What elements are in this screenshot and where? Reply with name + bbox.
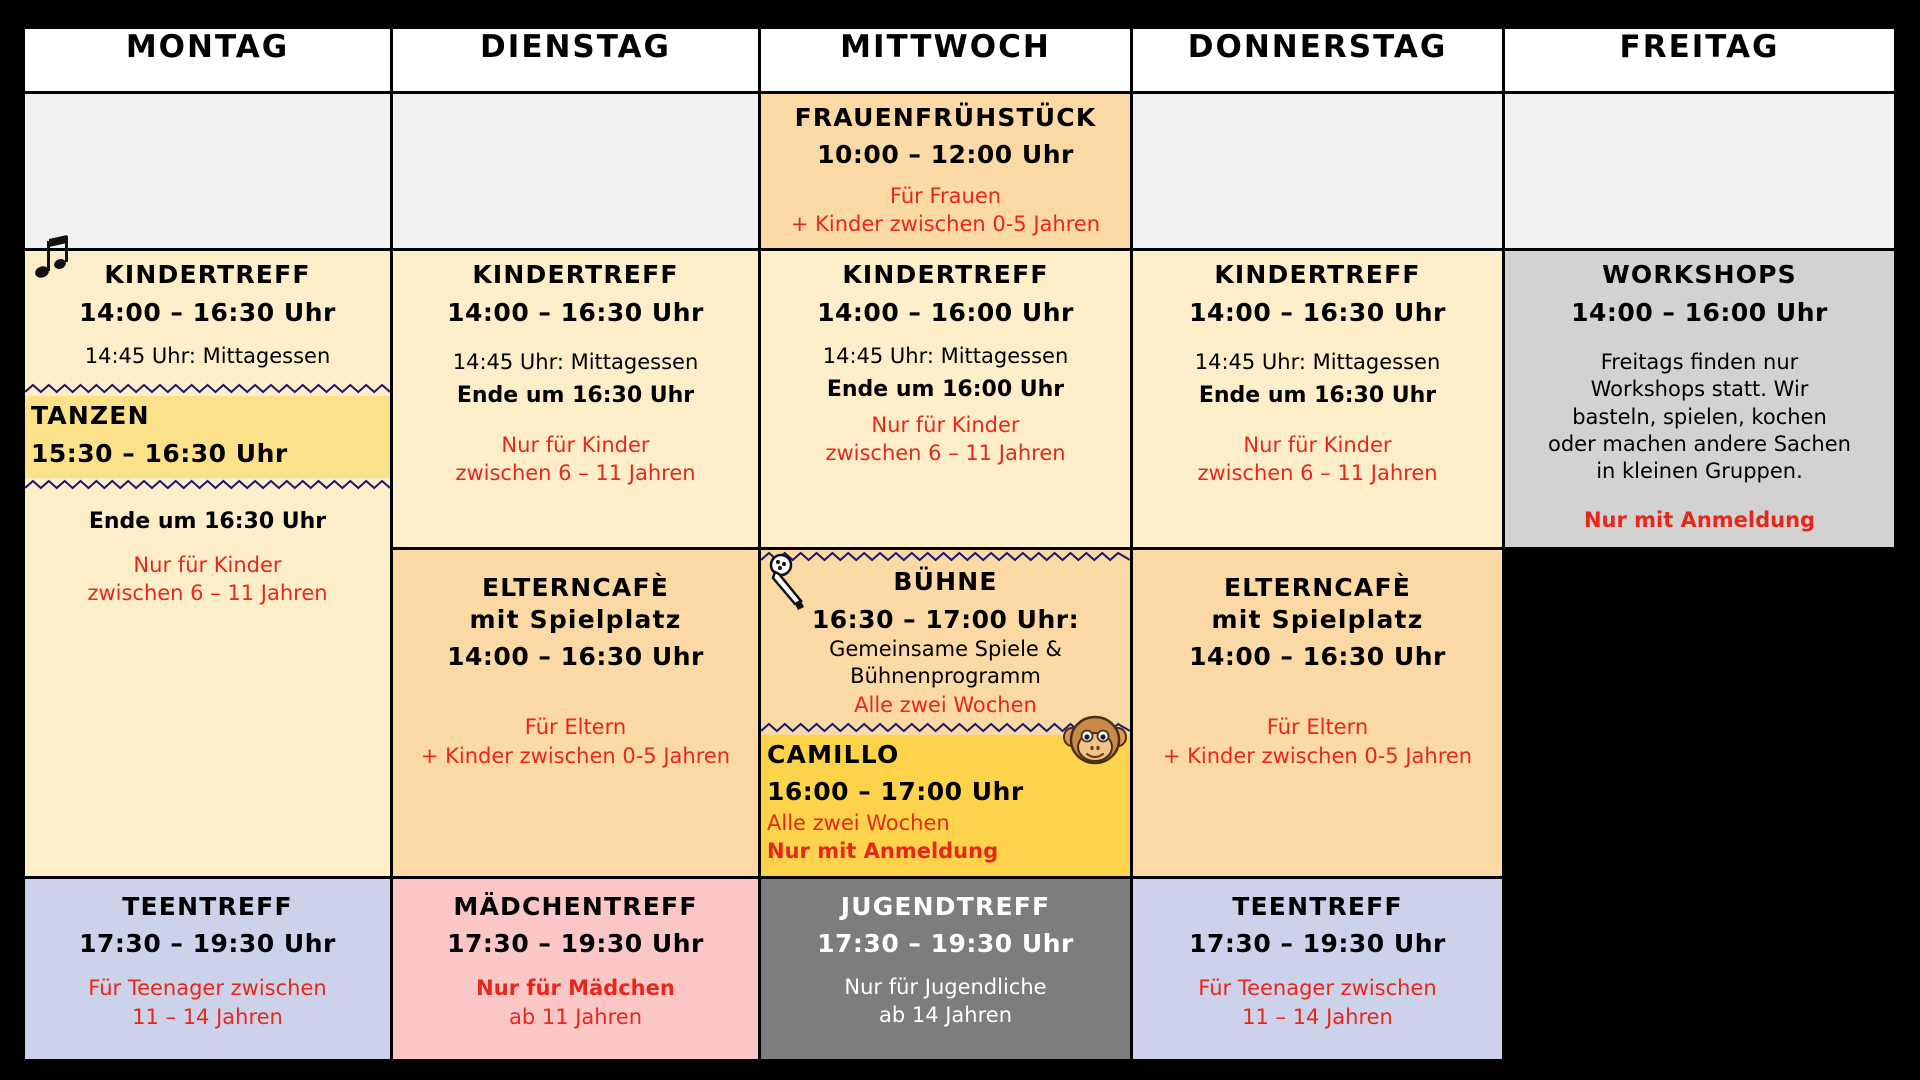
zigzag-divider-icon bbox=[25, 382, 390, 396]
workshop-text-3: basteln, spielen, kochen bbox=[1572, 404, 1827, 429]
cell-freitag-evening-empty bbox=[1504, 877, 1896, 1060]
event-time: 14:00 – 16:30 Uhr bbox=[1189, 297, 1446, 327]
event-note-red-1: Für Teenager zwischen bbox=[1198, 976, 1437, 1001]
event-title: KINDERTREFF bbox=[104, 260, 311, 290]
event-note-red-2: zwischen 6 – 11 Jahren bbox=[455, 461, 696, 486]
event-note-red: Alle zwei Wochen bbox=[767, 810, 950, 835]
event-title: TEENTREFF bbox=[1232, 891, 1403, 921]
event-title: FRAUENFRÜHSTÜCK bbox=[794, 103, 1097, 132]
cell-mittwoch-frauenfruehstueck bbox=[760, 93, 1132, 250]
cell-montag-kindertreff bbox=[24, 250, 392, 877]
morning-row bbox=[24, 93, 1896, 250]
cell-dienstag-kindertreff bbox=[392, 250, 760, 549]
day-header-donnerstag: DONNERSTAG bbox=[1132, 28, 1504, 93]
event-title: JUGENDTREFF bbox=[840, 891, 1051, 921]
event-end-note: Ende um 16:30 Uhr bbox=[456, 383, 695, 409]
event-time: 14:00 – 16:30 Uhr bbox=[79, 297, 336, 327]
workshop-text-4: oder machen andere Sachen bbox=[1548, 432, 1851, 457]
cell-donnerstag-elterncafe bbox=[1132, 549, 1504, 877]
cell-mittwoch-buehne-camillo bbox=[760, 549, 1132, 877]
cell-donnerstag-teentreff bbox=[1132, 877, 1504, 1060]
cell-mittwoch-jugendtreff bbox=[760, 877, 1132, 1060]
event-title: TEENTREFF bbox=[122, 891, 293, 921]
day-header-montag: MONTAG bbox=[24, 28, 392, 93]
table-header-row bbox=[24, 28, 1896, 93]
event-note-1: Gemeinsame Spiele & bbox=[829, 637, 1062, 662]
event-note-red-2: + Kinder zwischen 0-5 Jahren bbox=[420, 743, 731, 768]
day-header-freitag: FREITAG bbox=[1504, 28, 1896, 93]
event-time: 16:30 – 17:00 Uhr: bbox=[811, 604, 1080, 634]
event-title: KINDERTREFF bbox=[842, 260, 1049, 290]
event-note-red-1: Für Eltern bbox=[524, 715, 627, 740]
zigzag-divider-icon bbox=[25, 478, 390, 492]
event-time: 17:30 – 19:30 Uhr bbox=[447, 928, 704, 958]
event-note-red-1: Nur für Kinder bbox=[1243, 433, 1392, 458]
workshop-text-1: Freitags finden nur bbox=[1600, 350, 1799, 375]
event-note-red-2: + Kinder zwischen 0-5 Jahren bbox=[1162, 743, 1473, 768]
event-note-red-1: Nur für Kinder bbox=[501, 433, 650, 458]
event-time: 17:30 – 19:30 Uhr bbox=[79, 928, 336, 958]
event-note: 14:45 Uhr: Mittagessen bbox=[822, 344, 1069, 369]
event-end-note: Ende um 16:30 Uhr bbox=[88, 509, 327, 535]
cell-dienstag-elterncafe bbox=[392, 549, 760, 877]
weekly-schedule-poster bbox=[22, 26, 1894, 1056]
event-note-red-1: Nur für Mädchen bbox=[476, 976, 675, 1001]
event-time: 15:30 – 16:30 Uhr bbox=[31, 438, 288, 468]
event-title: MÄDCHENTREFF bbox=[453, 891, 698, 921]
workshop-registration-note: Nur mit Anmeldung bbox=[1583, 507, 1816, 532]
event-note-red-2: zwischen 6 – 11 Jahren bbox=[87, 581, 328, 606]
event-note-red-2: + Kinder zwischen 0-5 Jahren bbox=[790, 212, 1101, 237]
event-title-line2: mit Spielplatz bbox=[469, 604, 682, 634]
event-time: 14:00 – 16:30 Uhr bbox=[1189, 641, 1446, 671]
event-end-note: Ende um 16:00 Uhr bbox=[826, 377, 1065, 403]
event-note-red-2: zwischen 6 – 11 Jahren bbox=[1197, 461, 1438, 486]
event-title: TANZEN bbox=[31, 401, 150, 431]
event-note-red-2: 11 – 14 Jahren bbox=[132, 1004, 283, 1029]
event-time: 10:00 – 12:00 Uhr bbox=[817, 140, 1074, 170]
event-note-red-2: 11 – 14 Jahren bbox=[1242, 1004, 1393, 1029]
event-end-note: Ende um 16:30 Uhr bbox=[1198, 383, 1437, 409]
event-time: 14:00 – 16:00 Uhr bbox=[817, 297, 1074, 327]
workshop-text-2: Workshops statt. Wir bbox=[1590, 377, 1809, 402]
cell-donnerstag-kindertreff bbox=[1132, 250, 1504, 549]
cell-montag-morning bbox=[24, 93, 392, 250]
event-title: KINDERTREFF bbox=[472, 260, 679, 290]
event-note-red-2: zwischen 6 – 11 Jahren bbox=[825, 441, 1066, 466]
event-note-2: Bühnenprogramm bbox=[850, 664, 1041, 689]
cell-montag-teentreff bbox=[24, 877, 392, 1060]
event-time: 14:00 – 16:30 Uhr bbox=[447, 297, 704, 327]
cell-mittwoch-kindertreff bbox=[760, 250, 1132, 549]
event-note-red-1: Nur für Kinder bbox=[871, 413, 1020, 438]
event-time: 14:00 – 16:30 Uhr bbox=[447, 641, 704, 671]
monkey-icon bbox=[1062, 707, 1128, 773]
event-title-line1: ELTERNCAFÈ bbox=[481, 573, 670, 603]
event-title-line1: ELTERNCAFÈ bbox=[1223, 573, 1412, 603]
mittwoch-camillo-band bbox=[761, 735, 1130, 875]
event-note-red-2: ab 11 Jahren bbox=[508, 1004, 643, 1029]
event-title: KINDERTREFF bbox=[1214, 260, 1421, 290]
event-note-1: Nur für Jugendliche bbox=[844, 975, 1047, 1000]
event-time: 17:30 – 19:30 Uhr bbox=[1189, 928, 1446, 958]
cell-donnerstag-morning bbox=[1132, 93, 1504, 250]
event-note-2: ab 14 Jahren bbox=[878, 1002, 1013, 1027]
event-title-line2: mit Spielplatz bbox=[1211, 604, 1424, 634]
event-note: 14:45 Uhr: Mittagessen bbox=[452, 350, 699, 375]
workshop-text-5: in kleinen Gruppen. bbox=[1596, 459, 1803, 484]
cell-freitag-morning bbox=[1504, 93, 1896, 250]
event-time: 14:00 – 16:00 Uhr bbox=[1571, 297, 1828, 327]
cell-dienstag-maedchentreff bbox=[392, 877, 760, 1060]
event-title: WORKSHOPS bbox=[1602, 260, 1797, 290]
cell-freitag-workshops bbox=[1504, 250, 1896, 549]
music-note-icon bbox=[29, 233, 85, 289]
event-time: 17:30 – 19:30 Uhr bbox=[817, 928, 1074, 958]
event-note-red-1: Für Teenager zwischen bbox=[88, 976, 327, 1001]
event-note: 14:45 Uhr: Mittagessen bbox=[84, 344, 331, 369]
evening-row bbox=[24, 877, 1896, 1060]
event-registration-note: Nur mit Anmeldung bbox=[767, 839, 999, 864]
cell-dienstag-morning bbox=[392, 93, 760, 250]
cell-freitag-empty bbox=[1504, 549, 1896, 877]
event-note-red-1: Nur für Kinder bbox=[133, 552, 282, 577]
schedule-table bbox=[22, 26, 1897, 1062]
event-note-red-1: Für Eltern bbox=[1266, 715, 1369, 740]
event-note: 14:45 Uhr: Mittagessen bbox=[1194, 350, 1441, 375]
event-title: CAMILLO bbox=[767, 740, 900, 770]
day-header-dienstag: DIENSTAG bbox=[392, 28, 760, 93]
event-time: 16:00 – 17:00 Uhr bbox=[767, 777, 1024, 807]
microphone-icon bbox=[765, 552, 817, 612]
day-header-mittwoch: MITTWOCH bbox=[760, 28, 1132, 93]
montag-tanzen-band bbox=[25, 396, 390, 478]
afternoon-row bbox=[24, 250, 1896, 549]
event-note-red-1: Für Frauen bbox=[889, 183, 1002, 208]
event-note-red: Alle zwei Wochen bbox=[854, 692, 1037, 717]
event-title: BÜHNE bbox=[893, 567, 998, 597]
